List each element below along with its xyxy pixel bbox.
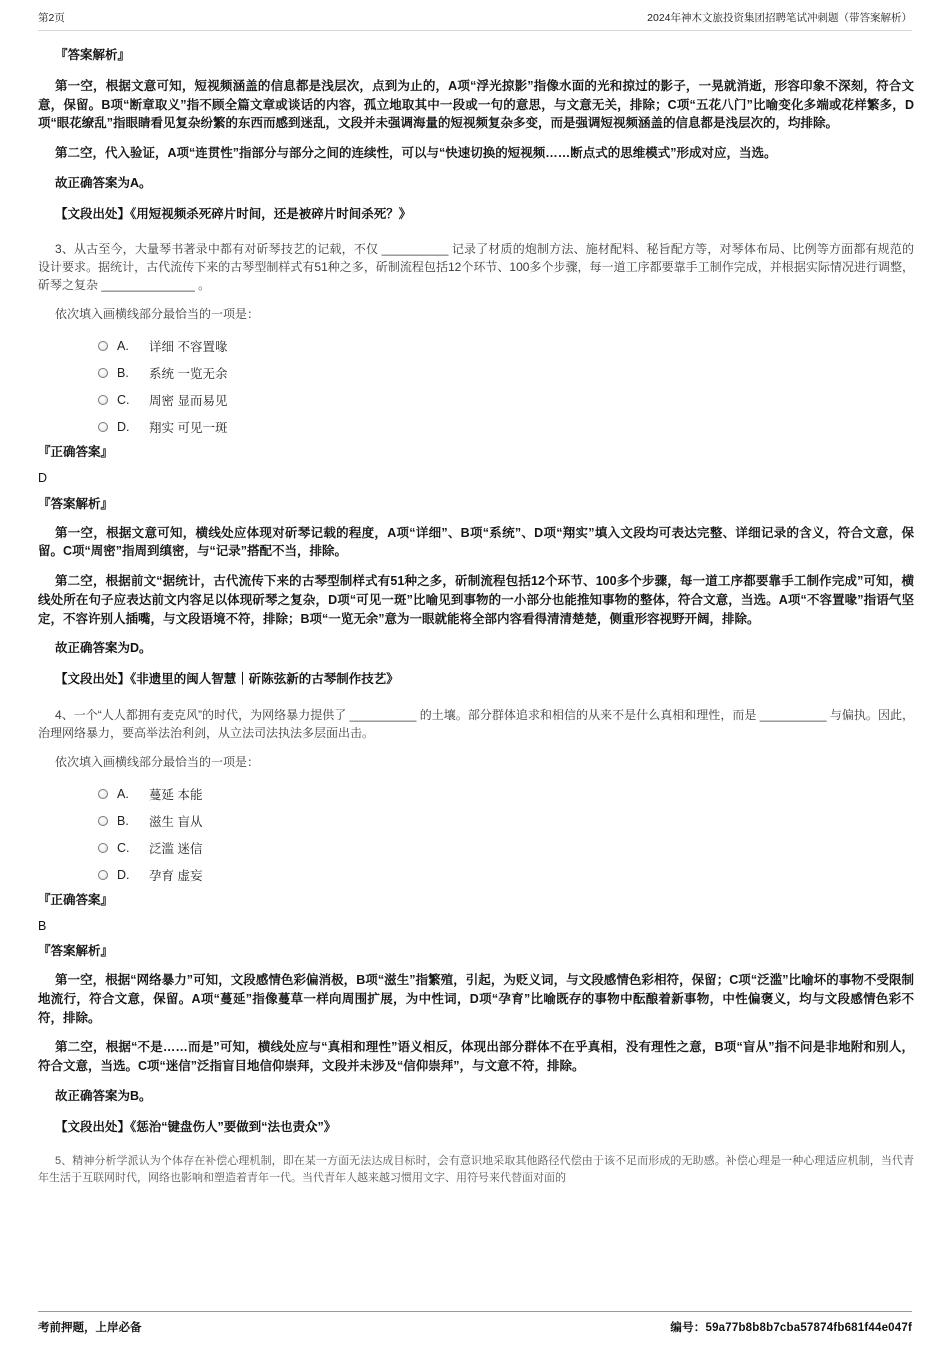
option-text: 系统 一览无余 xyxy=(149,367,228,382)
question-stem: 4、一个“人人都拥有麦克风”的时代，为网络暴力提供了 __________ 的土壤。部分群体追求和相信的从来不是什么真相和理性，而是 __________ 与偏执。因此，治理网络暴力，要高举法治利剑，从立法司法执法多层面出击。 xyxy=(38,707,914,740)
radio-button-icon[interactable] xyxy=(98,816,108,826)
option-text: 周密 显而易见 xyxy=(149,394,228,409)
radio-button-icon[interactable] xyxy=(98,422,108,432)
option-text: 孕育 虚妄 xyxy=(149,868,203,883)
footer-serial-number: 编号：59a77b8b8b7cba57874fb681f44e047f xyxy=(670,1322,912,1334)
option-letter: B. xyxy=(117,366,129,381)
question-instruction: 依次填入画横线部分最恰当的一项是： xyxy=(55,754,260,769)
option-row[interactable] xyxy=(98,362,914,384)
header-doc-title: 2024年神木文旅投资集团招聘笔试冲刺题（带答案解析） xyxy=(647,12,912,24)
correct-answer-heading: 『正确答案』 xyxy=(38,445,114,460)
option-letter: B. xyxy=(117,813,129,828)
answer-block xyxy=(38,443,914,513)
question-stem: 5、精神分析学派认为个体存在补偿心理机制，即在某一方面无法达成目标时，会有意识地采取其他路径代偿由于该不足而形成的无助感。补偿心理是一种心理适应机制，当代青年生活于互联网时代，网络也影响和塑造着青年一代。当代青年人越来越习惯用文字、用符号来代替面对面的 xyxy=(38,1155,914,1184)
option-row[interactable] xyxy=(98,335,914,357)
option-row[interactable] xyxy=(98,389,914,411)
option-text: 蔓延 本能 xyxy=(149,787,203,802)
analysis-paragraph: 第一空，根据文意可知，横线处应体现对斫琴记载的程度，A项“详细”、B项“系统”、D项“翔实”填入文段均可表达完整、详细记录的含义，符合文意，保留。C项“周密”指周到缜密，与“记录”搭配不当，排除。 xyxy=(38,525,914,559)
option-row[interactable] xyxy=(98,416,914,438)
conclusion-line: 故正确答案为B。 xyxy=(55,1088,152,1103)
source-line: 【文段出处】《惩治“键盘伤人”要做到“法也责众”》 xyxy=(55,1119,337,1134)
question-instruction: 依次填入画横线部分最恰当的一项是： xyxy=(55,307,260,322)
conclusion-line: 故正确答案为D。 xyxy=(55,641,152,656)
option-row[interactable] xyxy=(98,810,914,832)
header-page-number: 第2页 xyxy=(38,12,65,24)
option-text: 泛滥 迷信 xyxy=(149,841,203,856)
analysis-heading: 『答案解析』 xyxy=(55,48,131,62)
radio-button-icon[interactable] xyxy=(98,368,108,378)
correct-answer-value: D xyxy=(38,471,48,485)
option-text: 详细 不容置喙 xyxy=(149,340,228,355)
option-row[interactable] xyxy=(98,783,914,805)
option-letter: C. xyxy=(117,840,130,855)
page-header xyxy=(38,10,912,31)
option-text: 翔实 可见一斑 xyxy=(149,421,228,436)
radio-button-icon[interactable] xyxy=(98,789,108,799)
option-letter: A. xyxy=(117,339,129,354)
option-letter: D. xyxy=(117,867,130,882)
source-line: 【文段出处】《非遗里的闽人智慧｜斫陈弦新的古琴制作技艺》 xyxy=(55,672,399,686)
source-line: 【文段出处】《用短视频杀死碎片时间，还是被碎片时间杀死？》 xyxy=(55,206,412,221)
page-content xyxy=(38,46,914,1299)
radio-button-icon[interactable] xyxy=(98,341,108,351)
conclusion-line: 故正确答案为A。 xyxy=(55,175,152,190)
answer-block xyxy=(38,891,914,961)
option-row[interactable] xyxy=(98,837,914,859)
analysis-heading: 『答案解析』 xyxy=(38,944,114,959)
radio-button-icon[interactable] xyxy=(98,843,108,853)
analysis-paragraph: 第一空，根据“网络暴力”可知，文段感情色彩偏消极，B项“滋生”指繁殖，引起，为贬义词，与文段感情色彩相符，保留；C项“泛滥”比喻坏的事物不受限制地流行，符合文意，保留。A项“蔓延”指像蔓草一样向周围扩展，为中性词，D项“孕育”比喻既存的事物中酝酿着新事物，中性偏褒义，均与文段感情色彩不符，排除。 xyxy=(38,973,914,1025)
option-letter: D. xyxy=(117,420,130,435)
option-letter: C. xyxy=(117,393,130,408)
radio-button-icon[interactable] xyxy=(98,395,108,405)
option-letter: A. xyxy=(117,786,129,801)
analysis-paragraph: 第二空，代入验证，A项“连贯性”指部分与部分之间的连续性，可以与“快速切换的短视频……断点式的思维模式”形成对应，当选。 xyxy=(55,146,777,160)
page-footer xyxy=(38,1311,912,1335)
correct-answer-value: B xyxy=(38,918,47,933)
analysis-heading: 『答案解析』 xyxy=(38,496,114,511)
analysis-paragraph: 第一空，根据文意可知，短视频涵盖的信息都是浅层次，点到为止的，A项“浮光掠影”指像水面的光和掠过的影子，一晃就消逝，形容印象不深刻，符合文意，保留。B项“断章取义”指不顾全篇文章或谈话的内容，孤立地取其中一段或一句的意思，与文意无关，排除；C项“五花八门”比喻变化多端或花样繁多，D项“眼花缭乱”指眼睛看见复杂纷繁的东西而感到迷乱，文段并未强调海量的短视频复杂多变，而是强调短视频涵盖的信息都是浅层次的，均排除。 xyxy=(38,78,914,131)
option-text: 滋生 盲从 xyxy=(149,814,203,829)
option-row[interactable] xyxy=(98,864,914,886)
question-stem: 3、从古至今，大量琴书著录中都有对斫琴技艺的记载，不仅 __________ 记录了材质的炮制方法、施材配料、秘旨配方等，对琴体布局、比例等方面都有规范的设计要求。据统计，古代流传下来的古琴型制样式有51种之多，斫制流程包括12个环节、100多个步骤，每一道工序都要靠手工制作完成，并根据实际情况进行调整，斫琴之复杂 ______________ 。 xyxy=(38,242,914,293)
analysis-paragraph: 第二空，根据前文“据统计，古代流传下来的古琴型制样式有51种之多，斫制流程包括12个环节、100多个步骤，每一道工序都要靠手工制作完成”可知，横线处所在句子应表达前文内容足以体现斫琴之复杂，D项“可见一斑”比喻见到事物的一小部分也能推知事物的整体，符合文意，当选。A项“不容置喙”指语气坚定，不容许别人插嘴，与文段语境不符，排除；B项“一览无余”意为一眼就能将全部内容看得清清楚楚，侧重形容视野开阔，排除。 xyxy=(38,574,914,626)
analysis-paragraph: 第二空，根据“不是……而是”可知，横线处应与“真相和理性”语义相反，体现出部分群体不在乎真相，没有理性之意，B项“盲从”指不问是非地附和别人，符合文意，当选。C项“迷信”泛指盲目地信仰崇拜，文段并未涉及“信仰崇拜”，与文意不符，排除。 xyxy=(38,1040,914,1073)
footer-slogan: 考前押题，上岸必备 xyxy=(38,1322,142,1334)
radio-button-icon[interactable] xyxy=(98,870,108,880)
correct-answer-heading: 『正确答案』 xyxy=(38,892,114,907)
